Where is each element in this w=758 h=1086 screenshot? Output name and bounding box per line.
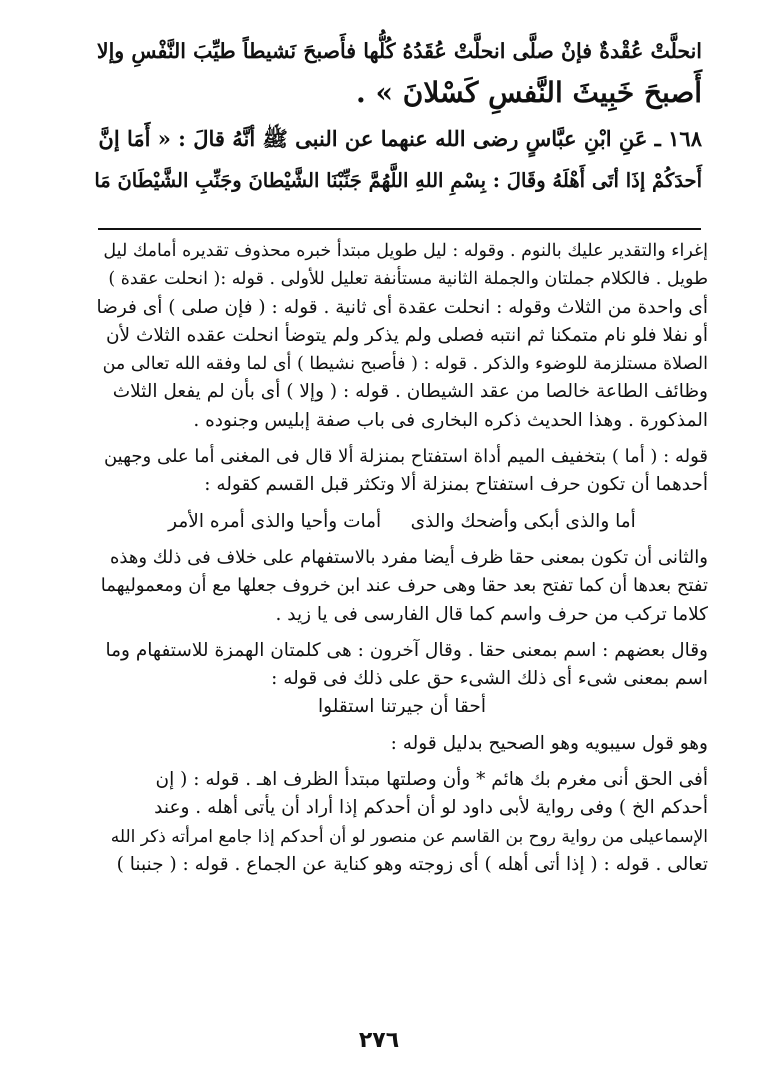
commentary-line: الإسماعيلى من رواية روح بن القاسم عن منصور لو أن أحدكم إذا جامع امرأته ذكر الله — [110, 826, 708, 847]
poetry-verse: أما والذى أبكى وأضحك والذى أمات وأحيا والذى أمره الأمر — [168, 510, 636, 532]
commentary-line: أى واحدة من الثلاث وقوله : انحلت عقدة أى ثانية . قوله : ( فإن صلى ) أى فرضا — [96, 296, 708, 318]
commentary-line: والثانى أن تكون بمعنى حقا ظرف أيضا مفرد بالاستفهام على خلاف فى ذلك وهذه — [109, 546, 708, 568]
poetry-verse: أحقا أن جيرتنا استقلوا — [318, 696, 486, 718]
hadith-line: ١٦٨ ـ عَنِ ابْنِ عبَّاسٍ رضى الله عنهما عن النبى ﷺ أنَّهُ قالَ : « أَمَا إنَّ — [98, 126, 702, 151]
commentary-line: قوله : ( أما ) بتخفيف الميم أداة استفتاح بمنزلة ألا قال فى المغنى أما على وجهين — [103, 446, 708, 468]
commentary-line: أحدهما أن تكون حرف استفتاح بمنزلة ألا وتكثر قبل القسم كقوله : — [204, 474, 708, 496]
hadith-line: أَصبحَ خَبِيثَ النَّفسِ كَسْلانَ » . — [356, 76, 702, 109]
commentary — [96, 237, 708, 879]
commentary-line: تفتح بعدها أن كما تفتح بعد حقا وهى حرف عند ابن خروف جعلها مع أن ومعموليهما — [100, 575, 708, 597]
page-number: ٢٧٦ — [358, 1028, 400, 1053]
hadith-line: انحلَّتْ عُقْدةٌ فإنْ صلَّى انحلَّتْ عُقَدُهُ كُلُّها فأَصبحَ نَشيطاً طيِّبَ النَّفْسِ وإلا — [96, 39, 702, 63]
commentary-line: الصلاة مستلزمة للوضوء والذكر . قوله : ( فأصبح نشيطا ) أى لما وفقه الله تعالى من — [102, 354, 708, 375]
commentary-line: المذكورة . وهذا الحديث ذكره البخارى فى باب صفة إبليس وجنوده . — [193, 409, 708, 431]
commentary-line: تعالى . قوله : ( إذا أتى أهله ) أى زوجته وهو كناية عن الجماع . قوله : ( جنبنا ) — [116, 853, 708, 875]
footnote-divider — [98, 228, 701, 230]
commentary-line: اسم بمعنى شىء أى ذلك الشىء حق على ذلك فى قوله : — [271, 668, 708, 690]
commentary-line: وهو قول سيبويه وهو الصحيح بدليل قوله : — [390, 732, 708, 754]
commentary-line: وظائف الطاعة خالصا من عقد الشيطان . قوله : ( وإلا ) أى بأن لم يفعل الثلاث — [112, 381, 708, 403]
commentary-line: أفى الحق أنى مغرم بك هائم * وأن وصلتها مبتدأ الظرف اهـ . قوله : ( إن — [155, 769, 708, 791]
commentary-line: كلاما تركب من حرف واسم كما قال الفارسى فى يا زيد . — [275, 603, 708, 625]
hadith-line: أَحدَكُمْ إذَا أتَى أَهْلَهُ وقَالَ : بِسْمِ اللهِ اللَّهُمَّ جَنِّبْنَا الشَّيْطانَ وجَنِّبِ الشَّيْطَانَ مَا — [94, 169, 702, 192]
commentary-line: أحدكم الخ ) وفى رواية لأبى داود لو أن أحدكم إذا أراد أن يأتى أهله . وعند — [154, 797, 708, 819]
commentary-line: إغراء والتقدير عليك بالنوم . وقوله : ليل طويل مبتدأ خبره محذوف تقديره أمامك ليل — [103, 241, 708, 261]
hadith-text — [92, 30, 702, 202]
commentary-line: أو نفلا فلو نام متمكنا ثم انتبه فصلى ولم يذكر ولم يتوضأ انحلت عقده الثلاث لأن — [105, 324, 708, 346]
commentary-line: وقال بعضهم : اسم بمعنى حقا . وقال آخرون : هى كلمتان الهمزة للاستفهام وما — [105, 639, 708, 661]
commentary-line: طويل . فالكلام جملتان والجملة الثانية مستأنفة تعليل للأولى . قوله :( انحلت عقدة ) — [108, 269, 708, 290]
